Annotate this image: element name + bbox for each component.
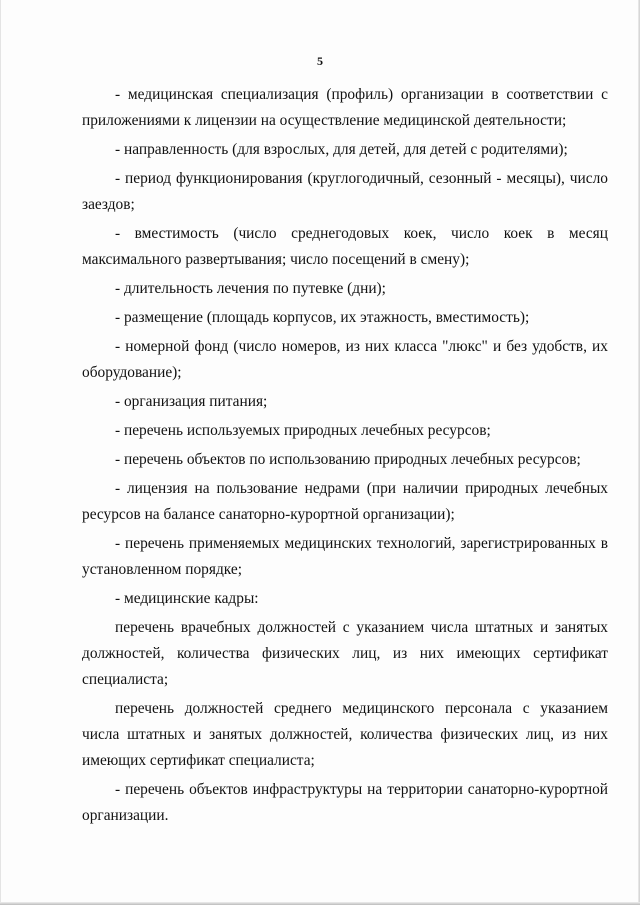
scan-edge-left bbox=[0, 0, 1, 905]
paragraph-infrastructure: - перечень объектов инфраструктуры на территории санаторно-курортной организации. bbox=[82, 781, 608, 824]
paragraph-medical-technologies: - перечень применяемых медицинских технологий, зарегистрированных в установленном порядке; bbox=[82, 535, 608, 578]
paragraph-natural-resources: - перечень используемых природных лечебных ресурсов; bbox=[115, 422, 491, 439]
paragraph-medical-staff: - медицинские кадры: bbox=[115, 590, 259, 607]
paragraph-resource-facilities: - перечень объектов по использованию природных лечебных ресурсов; bbox=[115, 451, 581, 468]
paragraph-nursing-positions: перечень должностей среднего медицинского персонала с указанием числа штатных и занятых должностей, количества физических лиц, из них имеющих сертификат специалиста; bbox=[82, 700, 608, 769]
paragraph-medical-specialization: - медицинская специализация (профиль) организации в соответствии с приложениями к лицензии на осуществление медицинской деятельности; bbox=[82, 86, 608, 129]
paragraph-capacity: - вместимость (число среднегодовых коек, число коек в месяц максимального развертывания; число посещений в смену); bbox=[82, 225, 608, 268]
paragraph-operating-period: - период функционирования (круглогодичный, сезонный - месяцы), число заездов; bbox=[82, 170, 608, 213]
paragraph-treatment-duration: - длительность лечения по путевке (дни); bbox=[115, 280, 386, 297]
paragraph-subsoil-license: - лицензия на пользование недрами (при наличии природных лечебных ресурсов на балансе санаторно-курортной организации); bbox=[82, 480, 608, 523]
paragraph-physician-positions: перечень врачебных должностей с указанием числа штатных и занятых должностей, количества физических лиц, из них имеющих сертификат специалиста; bbox=[82, 619, 608, 688]
paragraph-catering: - организация питания; bbox=[115, 393, 268, 410]
page-number: 5 bbox=[317, 54, 323, 68]
document-body bbox=[82, 82, 608, 832]
paragraph-orientation: - направленность (для взрослых, для детей, для детей с родителями); bbox=[115, 141, 568, 158]
paragraph-accommodation: - размещение (площадь корпусов, их этажность, вместимость); bbox=[115, 309, 530, 326]
paragraph-room-stock: - номерной фонд (число номеров, из них класса "люкс" и без удобств, их оборудование); bbox=[82, 338, 608, 381]
